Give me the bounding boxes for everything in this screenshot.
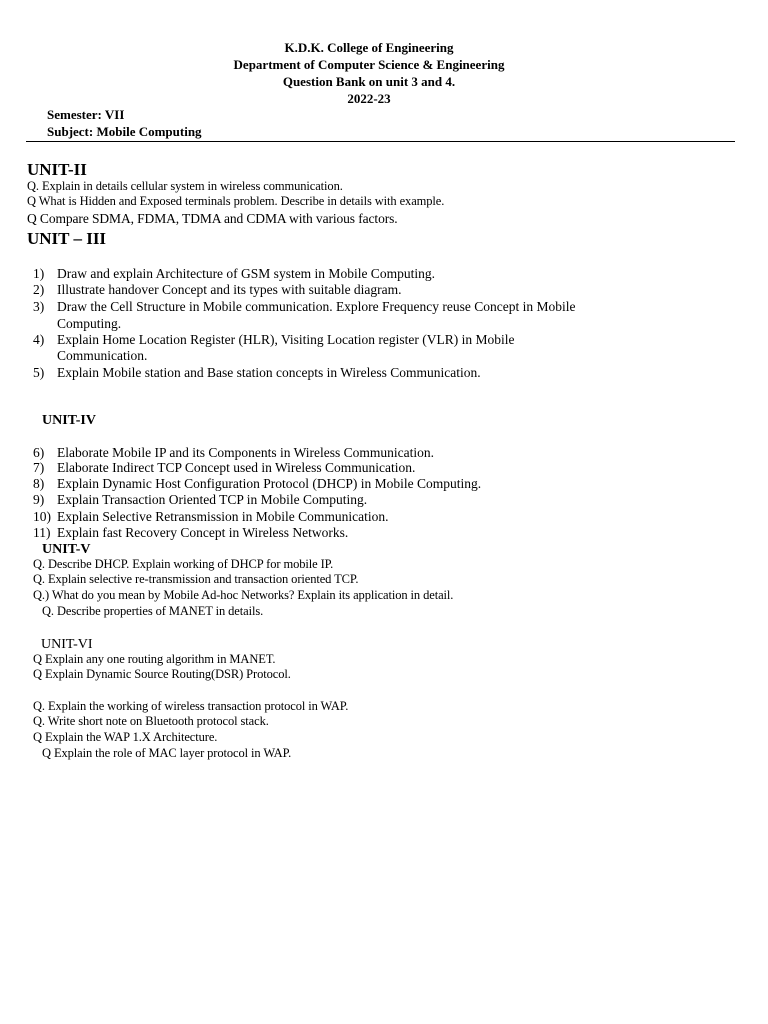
item-text: Explain Dynamic Host Configuration Protocol (DHCP) in Mobile Computing. — [57, 476, 482, 491]
unit-5-question: Q. Explain selective re-transmission and transaction oriented TCP. — [33, 572, 359, 586]
unit-3-heading: UNIT – III — [27, 229, 107, 248]
item-number: 3) — [33, 299, 45, 314]
unit-6-question: Q. Write short note on Bluetooth protocol stack. — [33, 714, 269, 728]
item-text: Illustrate handover Concept and its types with suitable diagram. — [57, 282, 402, 297]
unit-5-question: Q. Describe properties of MANET in details. — [42, 604, 264, 618]
unit-2-question: Q. Explain in details cellular system in wireless communication. — [27, 179, 343, 193]
item-text: Communication. — [57, 348, 148, 363]
item-number: 10) — [33, 509, 51, 524]
item-text: Draw the Cell Structure in Mobile communication. Explore Frequency reuse Concept in Mobile — [57, 299, 576, 314]
semester-label: Semester: VII — [47, 107, 125, 122]
unit-2-question: Q Compare SDMA, FDMA, TDMA and CDMA with various factors. — [27, 211, 398, 226]
item-number: 8) — [33, 476, 45, 491]
item-text: Explain fast Recovery Concept in Wireless Networks. — [57, 525, 349, 540]
item-number: 5) — [33, 365, 45, 380]
header-divider — [26, 141, 735, 142]
college-name: K.D.K. College of Engineering — [284, 40, 454, 55]
unit-5-heading: UNIT-V — [42, 542, 91, 557]
academic-year: 2022-23 — [347, 91, 391, 106]
item-number: 6) — [33, 445, 45, 460]
unit-2-heading: UNIT-II — [27, 160, 87, 179]
item-number: 1) — [33, 266, 45, 281]
unit-6-question: Q Explain the role of MAC layer protocol in WAP. — [42, 746, 292, 760]
unit-5-question: Q. Describe DHCP. Explain working of DHCP for mobile IP. — [33, 557, 334, 571]
unit-5-question: Q.) What do you mean by Mobile Ad-hoc Networks? Explain its application in detail. — [33, 588, 454, 602]
item-text: Explain Mobile station and Base station concepts in Wireless Communication. — [57, 365, 481, 380]
item-text: Elaborate Indirect TCP Concept used in Wireless Communication. — [57, 460, 416, 475]
unit-6-question: Q Explain any one routing algorithm in MANET. — [33, 652, 276, 666]
item-text: Elaborate Mobile IP and its Components in Wireless Communication. — [57, 445, 435, 460]
unit-6-question: Q Explain the WAP 1.X Architecture. — [33, 730, 218, 744]
unit-6-question: Q Explain Dynamic Source Routing(DSR) Protocol. — [33, 667, 291, 681]
item-text: Explain Selective Retransmission in Mobile Communication. — [57, 509, 389, 524]
unit-4-heading: UNIT-IV — [42, 413, 96, 428]
item-number: 2) — [33, 282, 45, 297]
unit-6-question: Q. Explain the working of wireless transaction protocol in WAP. — [33, 699, 349, 713]
item-number: 7) — [33, 460, 45, 475]
item-text: Explain Transaction Oriented TCP in Mobile Computing. — [57, 492, 368, 507]
item-text: Draw and explain Architecture of GSM system in Mobile Computing. — [57, 266, 435, 281]
unit-6-heading: UNIT-VI — [41, 637, 93, 652]
item-text: Computing. — [57, 316, 122, 331]
item-number: 4) — [33, 332, 45, 347]
subject-label: Subject: Mobile Computing — [47, 124, 202, 139]
item-text: Explain Home Location Register (HLR), Visiting Location register (VLR) in Mobile — [57, 332, 515, 347]
item-number: 9) — [33, 492, 45, 507]
document-title: Question Bank on unit 3 and 4. — [282, 74, 456, 89]
item-number: 11) — [33, 525, 51, 540]
unit-2-question: Q What is Hidden and Exposed terminals problem. Describe in details with example. — [27, 194, 445, 208]
department-name: Department of Computer Science & Engineering — [233, 57, 505, 72]
